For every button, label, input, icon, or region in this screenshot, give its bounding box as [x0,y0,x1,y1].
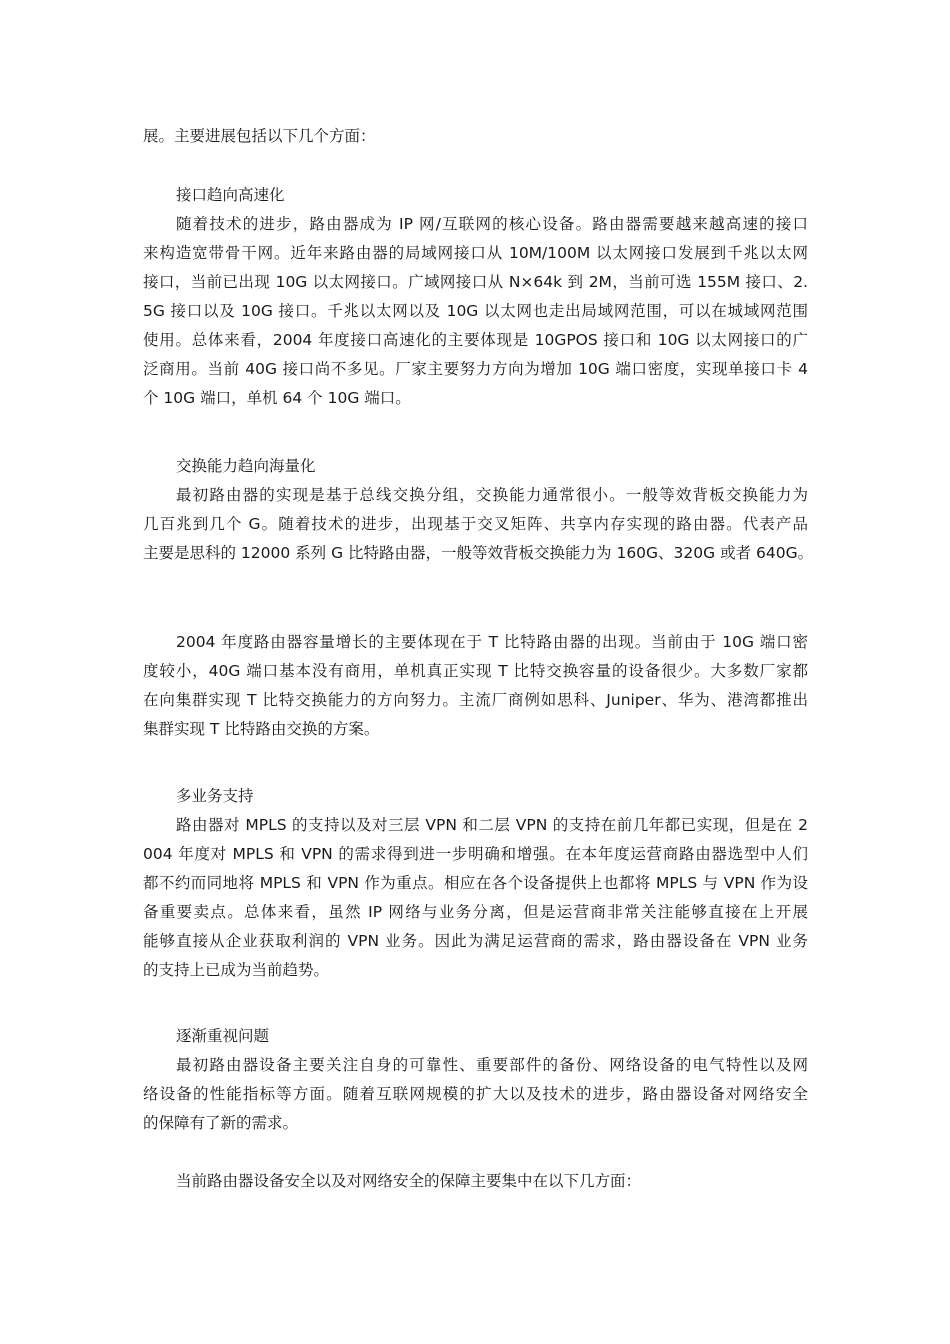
section-heading-interface-speed: 接口趋向高速化 [176,186,285,204]
paragraph-line: 2004 年度路由器容量增长的主要体现在于 T 比特路由器的出现。当前由于 10G 端口密 [176,633,808,651]
paragraph-line: 主要是思科的 12000 系列 G 比特路由器，一般等效背板交换能力为 160G、320G 或者 640G。 [143,544,814,562]
paragraph-line: 路由器对 MPLS 的支持以及对三层 VPN 和二层 VPN 的支持在前几年都已实现，但是在 2 [176,816,808,834]
paragraph-line: 备重要卖点。总体来看，虽然 IP 网络与业务分离，但是运营商非常关注能够直接在上开展 [143,903,808,921]
paragraph-line: 泛商用。当前 40G 接口尚不多见。厂家主要努力方向为增加 10G 端口密度，实现单接口卡 4 [143,360,808,378]
paragraph-line: 来构造宽带骨干网。近年来路由器的局域网接口从 10M/100M 以太网接口发展到千兆以太网 [143,244,808,262]
section-heading-multiservice: 多业务支持 [176,787,254,805]
paragraph-line: 几百兆到几个 G。随着技术的进步，出现基于交叉矩阵、共享内存实现的路由器。代表产品 [143,515,808,533]
section-heading-security: 逐渐重视问题 [176,1027,270,1045]
paragraph-line: 5G 接口以及 10G 接口。千兆以太网以及 10G 以太网也走出局域网范围，可以在城域网范围 [143,302,808,320]
paragraph-line: 接口，当前已出现 10G 以太网接口。广域网接口从 N×64k 到 2M，当前可选 155M 接口、2. [143,273,808,291]
paragraph-line: 最初路由器的实现是基于总线交换分组，交换能力通常很小。一般等效背板交换能力为 [176,486,808,504]
closing-text: 当前路由器设备安全以及对网络安全的保障主要集中在以下几方面： [176,1172,642,1190]
paragraph-line: 使用。总体来看，2004 年度接口高速化的主要体现是 10GPOS 接口和 10G 以太网接口的广 [143,331,808,349]
intro-tail-text: 展。主要进展包括以下几个方面： [143,127,376,145]
section-heading-switching-capacity: 交换能力趋向海量化 [176,457,316,475]
paragraph-line: 在向集群实现 T 比特交换能力的方向努力。主流厂商例如思科、Juniper、华为、港湾都推出 [143,691,808,709]
paragraph-line: 随着技术的进步，路由器成为 IP 网/互联网的核心设备。路由器需要越来越高速的接口 [176,215,808,233]
paragraph-line: 能够直接从企业获取利润的 VPN 业务。因此为满足运营商的需求，路由器设备在 VPN 业务 [143,932,808,950]
paragraph-line: 集群实现 T 比特路由交换的方案。 [143,720,380,738]
paragraph-line: 的保障有了新的需求。 [143,1114,299,1132]
paragraph-line: 都不约而同地将 MPLS 和 VPN 作为重点。相应在各个设备提供上也都将 MPLS 与 VPN 作为设 [143,874,808,892]
paragraph-line: 004 年度对 MPLS 和 VPN 的需求得到进一步明确和增强。在本年度运营商路由器选型中人们 [143,845,808,863]
paragraph-line: 最初路由器设备主要关注自身的可靠性、重要部件的备份、网络设备的电气特性以及网 [176,1056,808,1074]
paragraph-line: 个 10G 端口，单机 64 个 10G 端口。 [143,389,411,407]
paragraph-line: 度较小，40G 端口基本没有商用，单机真正实现 T 比特交换容量的设备很少。大多数厂家都 [143,662,808,680]
paragraph-line: 络设备的性能指标等方面。随着互联网规模的扩大以及技术的进步，路由器设备对网络安全 [143,1085,808,1103]
paragraph-line: 的支持上已成为当前趋势。 [143,961,330,979]
